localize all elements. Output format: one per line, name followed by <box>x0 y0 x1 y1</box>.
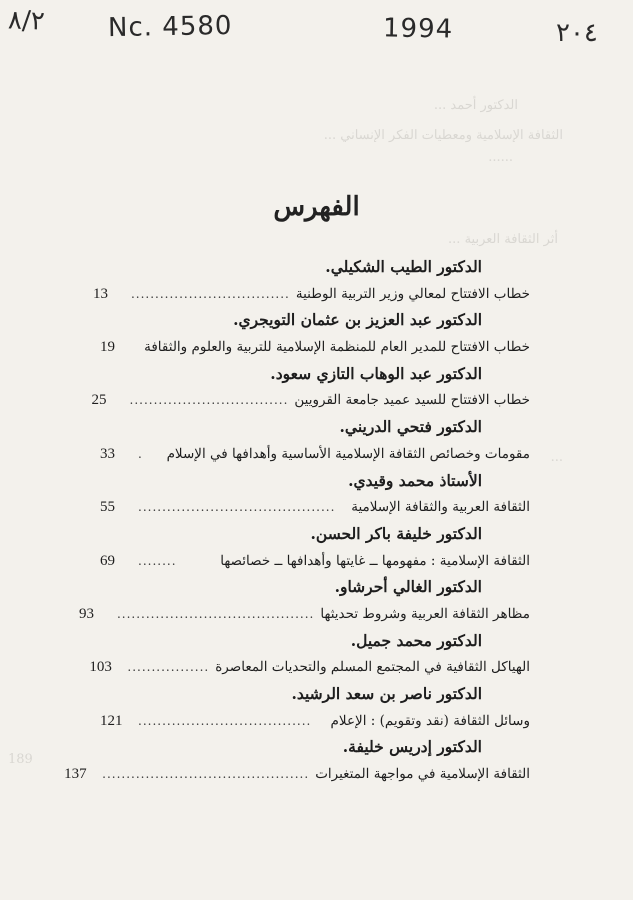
toc-leader-dots: ................. <box>127 660 210 675</box>
toc-author: الدكتور الغالي أحرشاو. <box>334 577 482 597</box>
toc-page-number: 137 <box>64 766 87 783</box>
table-of-contents <box>64 254 530 788</box>
toc-entry-title: الثقافة الإسلامية : مفهومها ــ غايتها وأهدافها ــ خصائصها <box>220 552 530 569</box>
toc-author: الدكتور إدريس خليفة. <box>342 737 482 757</box>
toc-entry <box>100 548 530 575</box>
handwritten-note-left: ٨/٢ <box>7 5 46 37</box>
handwritten-year: 1994 <box>382 13 454 45</box>
toc-page-number: 121 <box>100 712 123 729</box>
page-title: الفهرس <box>273 192 360 222</box>
toc-page-number: 33 <box>100 445 115 462</box>
toc-author: الأستاذ محمد وقيدي. <box>348 470 482 490</box>
toc-entry <box>64 761 530 788</box>
toc-entry-title: خطاب الافتتاح لمعالي وزير التربية الوطنية <box>295 285 530 302</box>
toc-entry <box>100 334 530 361</box>
toc-leader-dots: ......................................... <box>138 500 336 515</box>
toc-leader-dots: . <box>138 446 143 461</box>
toc-page-number: 19 <box>100 339 115 356</box>
toc-entry <box>100 494 530 521</box>
handwritten-code: Nc. 4580 <box>107 10 233 44</box>
toc-page-number: 69 <box>100 552 115 569</box>
toc-leader-dots: ........................................... <box>102 767 310 782</box>
toc-entry-title: خطاب الافتتاح للمدير العام للمنظمة الإسلامية للتربية والعلوم والثقافة <box>144 339 530 356</box>
toc-entry <box>78 601 530 628</box>
toc-entry <box>92 281 530 308</box>
toc-entry-title: مظاهر الثقافة العربية وشروط تحديثها <box>320 605 530 622</box>
toc-author: الدكتور فتحي الدريني. <box>339 417 482 437</box>
toc-entry-title: الهياكل الثقافية في المجتمع المسلم والتحديات المعاصرة <box>215 659 530 676</box>
toc-entry-title: خطاب الافتتاح للسيد عميد جامعة القرويين <box>294 392 530 409</box>
toc-page-number: 13 <box>92 285 108 302</box>
toc-leader-dots: ........ <box>138 553 177 568</box>
toc-leader-dots: .................................... <box>138 713 312 728</box>
handwritten-note-right: ٢٠٤ <box>556 18 598 48</box>
toc-author: الدكتور عبد العزيز بن عثمان التويجري. <box>233 310 482 330</box>
toc-leader-dots: ................................. <box>129 393 289 408</box>
toc-entry-title: الثقافة الإسلامية في مواجهة المتغيرات <box>315 766 530 783</box>
toc-author: الدكتور عبد الوهاب التازي سعود. <box>270 363 482 383</box>
toc-author: الدكتور الطيب الشكيلي. <box>325 257 482 276</box>
toc-entry <box>100 441 530 468</box>
toc-entry <box>91 387 530 414</box>
toc-page-number: 103 <box>89 659 112 676</box>
toc-author: الدكتور خليفة باكر الحسن. <box>310 523 482 543</box>
toc-leader-dots: ......................................... <box>116 606 315 621</box>
toc-leader-dots: ................................. <box>130 286 290 301</box>
toc-page-number: 93 <box>78 605 94 622</box>
toc-author: الدكتور محمد جميل. <box>350 630 482 650</box>
toc-entry <box>89 654 530 681</box>
toc-entry-title: الثقافة العربية والثقافة الإسلامية <box>351 499 530 516</box>
toc-author: الدكتور ناصر بن سعد الرشيد. <box>291 684 482 703</box>
toc-entry <box>100 708 530 735</box>
toc-page-number: 25 <box>91 392 107 409</box>
toc-entry-title: مقومات وخصائص الثقافة الإسلامية الأساسية وأهدافها في الإسلام <box>166 445 530 462</box>
toc-page-number: 55 <box>100 499 115 516</box>
toc-entry-title: وسائل الثقافة (نقد وتقويم) : الإعلام <box>330 712 530 729</box>
